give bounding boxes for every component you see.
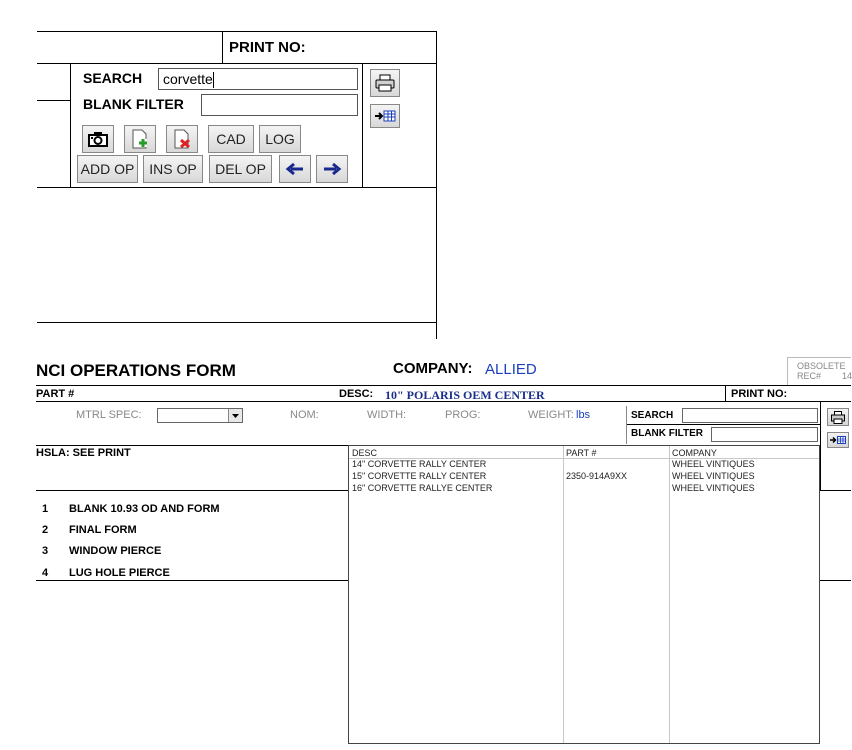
result-desc: 14" CORVETTE RALLY CENTER [352, 459, 487, 469]
print-icon [375, 74, 395, 92]
add-document-button[interactable] [124, 125, 156, 153]
text-caret [213, 72, 214, 88]
log-button[interactable]: LOG [259, 125, 301, 153]
search-input[interactable] [158, 68, 358, 90]
column-header-desc[interactable]: DESC [352, 448, 378, 458]
grid-line [436, 31, 437, 339]
operation-number: 2 [42, 524, 49, 536]
blank-filter-input-small[interactable] [711, 427, 818, 442]
nom-label: NOM: [290, 409, 319, 421]
grid-line [820, 490, 851, 491]
operation-description: BLANK 10.93 OD AND FORM [69, 503, 220, 515]
desc-label: DESC: [339, 388, 374, 400]
operation-description: LUG HOLE PIERCE [69, 567, 170, 579]
result-desc: 16" CORVETTE RALLYE CENTER [352, 483, 493, 493]
camera-icon [88, 131, 108, 147]
grid-line [626, 406, 627, 444]
grid-line [222, 31, 223, 63]
grid-line [37, 31, 437, 32]
grid-line [725, 385, 726, 401]
del-op-button[interactable]: DEL OP [209, 155, 272, 183]
desc-value[interactable]: 10" POLARIS OEM CENTER [385, 388, 545, 402]
operation-description: WINDOW PIERCE [69, 545, 162, 557]
obsolete-box [787, 357, 851, 385]
hsla-note: HSLA: SEE PRINT [36, 447, 131, 459]
grid-line [36, 385, 851, 386]
grid-line [37, 63, 437, 64]
operation-number: 3 [42, 545, 49, 557]
company-value[interactable]: ALLIED [485, 361, 537, 378]
weight-label: WEIGHT: [528, 409, 574, 421]
grid-line [36, 445, 348, 446]
operation-description: FINAL FORM [69, 524, 137, 536]
grid-line [820, 580, 851, 581]
rec-label: REC# [797, 371, 822, 381]
operation-number: 4 [42, 567, 49, 579]
weight-unit: lbs [576, 409, 591, 421]
delete-document-icon [173, 129, 191, 149]
print-button[interactable] [370, 69, 400, 97]
result-company: WHEEL VINTIQUES [672, 459, 755, 469]
result-row[interactable] [349, 459, 819, 471]
print-no-label-small: PRINT NO: [731, 388, 788, 400]
result-company: WHEEL VINTIQUES [672, 471, 755, 481]
export-button-small[interactable] [827, 432, 849, 448]
result-row[interactable] [349, 471, 819, 483]
search-label: SEARCH [83, 70, 143, 86]
grid-line [70, 63, 71, 187]
grid-line [36, 490, 348, 491]
form-title: NCI OPERATIONS FORM [36, 361, 236, 380]
prog-label: PROG: [445, 409, 481, 421]
search-input-small[interactable] [682, 408, 818, 423]
operation-number: 1 [42, 503, 49, 515]
result-row[interactable] [349, 483, 819, 495]
previous-button[interactable] [279, 155, 311, 183]
arrow-left-icon [286, 162, 304, 176]
width-label: WIDTH: [367, 409, 407, 421]
rec-value: 14 [842, 371, 852, 381]
obsolete-label: OBSOLETE [797, 361, 846, 371]
grid-line [36, 580, 348, 581]
column-header-company[interactable]: COMPANY [672, 448, 717, 458]
result-company: WHEEL VINTIQUES [672, 483, 755, 493]
grid-line [37, 322, 437, 323]
result-desc: 15" CORVETTE RALLY CENTER [352, 471, 487, 481]
grid-line [626, 424, 821, 425]
export-icon [830, 435, 846, 445]
arrow-right-icon [323, 162, 341, 176]
grid-line [37, 100, 70, 101]
mtrl-spec-label: MTRL SPEC: [76, 409, 142, 421]
mtrl-spec-select[interactable] [157, 408, 243, 423]
part-label: PART # [36, 388, 75, 400]
next-button[interactable] [316, 155, 348, 183]
export-button[interactable] [370, 104, 400, 128]
print-no-label: PRINT NO: [229, 39, 306, 56]
grid-line [362, 63, 363, 187]
blank-filter-label: BLANK FILTER [83, 96, 184, 112]
print-icon [831, 411, 845, 424]
camera-button[interactable] [82, 125, 114, 153]
search-label-small: SEARCH [631, 410, 674, 421]
cad-button[interactable]: CAD [208, 125, 254, 153]
company-label: COMPANY: [393, 360, 473, 377]
search-input-value: corvette [163, 71, 213, 87]
add-op-button[interactable]: ADD OP [77, 155, 138, 183]
blank-filter-label-small: BLANK FILTER [631, 428, 704, 439]
column-header-part[interactable]: PART # [566, 448, 597, 458]
result-part: 2350-914A9XX [566, 471, 628, 481]
grid-line [820, 401, 821, 491]
add-document-icon [131, 129, 149, 149]
print-button-small[interactable] [827, 408, 849, 426]
chevron-down-icon[interactable] [228, 409, 242, 422]
blank-filter-input[interactable] [201, 94, 358, 116]
delete-document-button[interactable] [166, 125, 198, 153]
grid-line [37, 187, 437, 188]
search-results-dropdown[interactable] [348, 445, 820, 744]
export-icon [374, 109, 396, 123]
ins-op-button[interactable]: INS OP [143, 155, 203, 183]
